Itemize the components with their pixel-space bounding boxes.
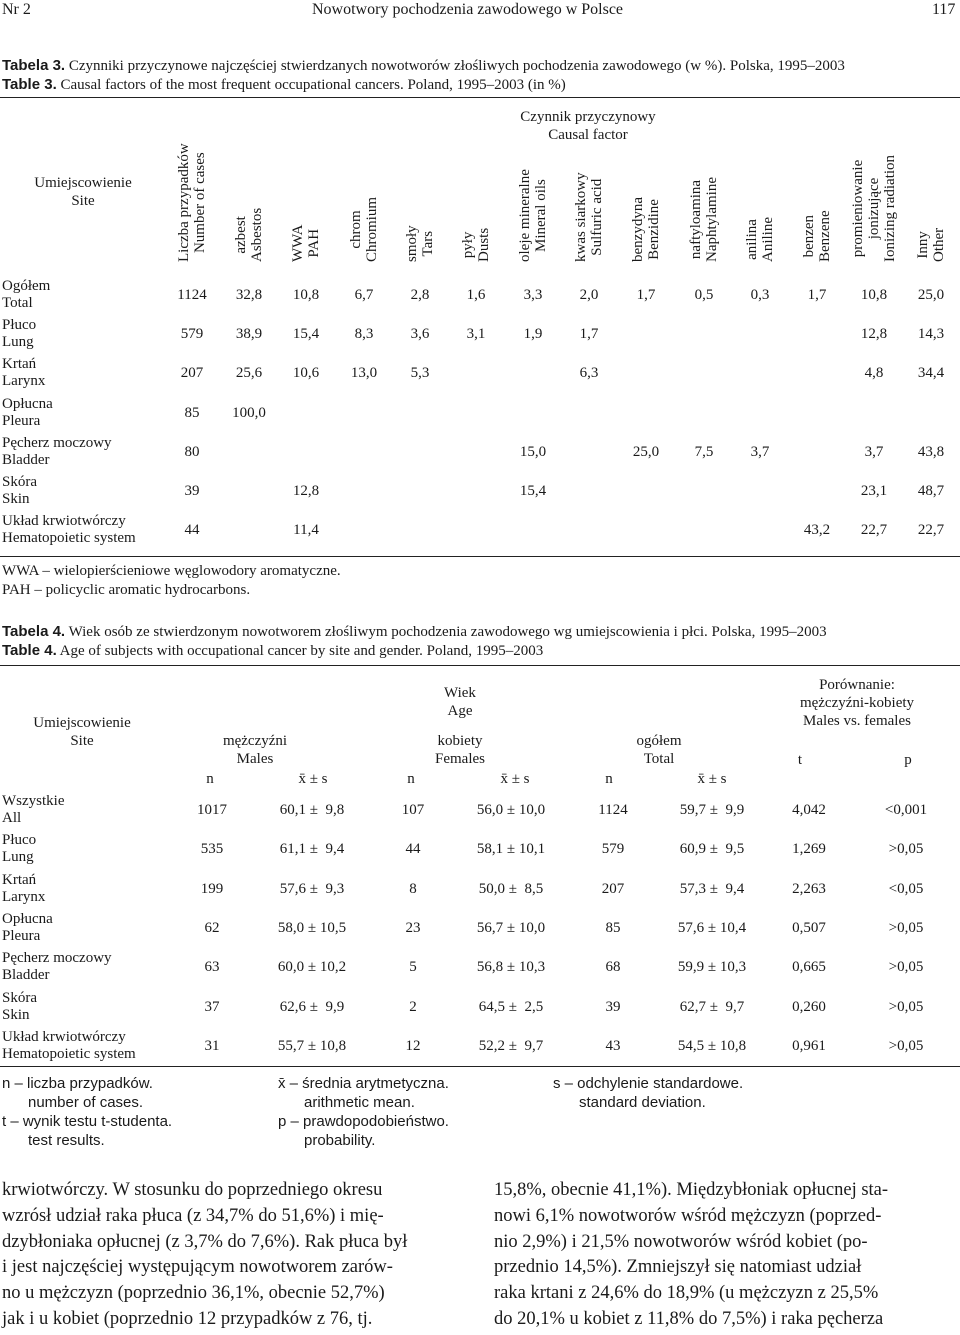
table4-cell: 59,9 ± 10,3 [677,959,747,976]
row-label-en: Skin [2,1006,30,1023]
table3-cell: 5,3 [410,365,430,382]
table3-cell: 3,3 [523,287,543,303]
table3-cell: 48,7 [917,483,945,499]
table4-cell: 0,260 [792,998,826,1015]
table4-cell: 2 [409,998,417,1015]
running-title: Nowotwory pochodzenia zawodowego w Polsce [312,1,624,18]
row-label-pl: Opłucna [2,395,53,412]
header-line: Chromium [364,196,380,262]
table4-row-label [2,911,53,945]
table3-cell: 1,7 [807,287,827,303]
table4-cell: 0,961 [792,1037,826,1054]
table4-row-label [2,872,45,906]
table4-cell: 1,269 [792,841,826,858]
table4-group-females: kobiety Females [435,733,485,767]
table3-cell: 44 [184,522,200,539]
table3-cell: 1,7 [579,326,599,343]
table3-cell: 11,4 [293,522,319,539]
table3-cell: 4,8 [864,365,884,382]
table3-cell: 10,8 [860,287,888,303]
table3-cell: 15,0 [519,443,547,460]
header-line: Inny [915,231,931,259]
table3-cell: 14,3 [917,326,945,343]
table4-row-label [2,990,37,1024]
row-label-pl: Opłucna [2,910,53,927]
table4-row-label [2,1029,136,1063]
table4-cell: 535 [200,841,224,858]
table4-cell: 107 [401,802,425,818]
table4-cell: 1017 [197,802,227,818]
table4-cell: 59,7 ± 9,9 [679,802,745,818]
header-line: Liczba przypadków [176,143,192,262]
table3-factor-header [460,228,492,262]
header-line: Mineral oils [533,179,549,253]
table4-cell: 31 [204,1037,220,1054]
row-label-en: Lung [2,849,34,866]
row-label-en: Lung [2,334,34,351]
row-label-en: Pleura [2,412,41,429]
header-line: Other [931,227,947,262]
row-label-pl: Pęcherz moczowy [2,434,112,451]
header-line: Benzene [817,210,833,262]
table4-cell: 56,8 ± 10,3 [476,959,546,976]
table4-cell: 61,1 ± 9,4 [279,841,345,858]
table4-cell: 60,1 ± 9,8 [279,802,345,818]
table3-bottom-rule [0,556,960,557]
row-label-pl: Krtań [2,871,37,888]
table3-cell: 32,8 [235,287,263,303]
table3-cell: 1,7 [636,287,656,303]
table4-age-header: Wiek Age [444,685,476,719]
table3-causal-factor-header: Czynnik przyczynowy Causal factor [520,109,656,143]
table4-cell: 199 [200,880,224,897]
table3-cell: 100,0 [232,404,266,421]
table3-factor-header [744,217,776,262]
table3-cell: 8,3 [354,326,374,343]
table4-row-label [2,793,64,827]
table4-cell: >0,05 [888,841,924,858]
table4-cell: 5 [409,959,417,976]
table4-subheader: x̄ ± s [298,771,328,787]
header-line: Number of cases [192,152,208,254]
table4-cell: 8 [409,880,417,897]
header-line: Asbestos [249,207,265,262]
table3-cell: 10,8 [292,287,320,303]
table3-cell: 3,7 [750,443,770,460]
header-line: benzydyna [630,197,646,262]
table4-cell: 37 [204,998,220,1015]
table3-cell: 0,3 [750,287,770,303]
table4-cell: 56,0 ± 10,0 [476,802,546,818]
header-line: kwas siarkowy [573,172,589,262]
table4-subheader: n [407,771,415,787]
table4-cell: >0,05 [888,1037,924,1054]
header-line: Naphtylamine [704,177,720,262]
header-line: naftyloamina [688,179,704,260]
body-text-left-column: krwiotwórczy. W stosunku do poprzedniego okresu wzrósł udział raka płuca (z 34,7% do 51,6%) i mię- dzybłoniaka opłucnej (z 3,7% do 7,6%). Rak płuca był i jest najczęściej występującym nowotworem zarów- no u mężczyzn (poprzednio 36,1%, obecnie 52,7%) jak i u kobiet (poprzednio 12 przypadków z 76, tj. [2,1180,408,1329]
page-number: 117 [932,1,956,18]
table3-cell: 34,4 [917,365,945,382]
table3-cell: 1,9 [523,326,543,343]
table4-cell: 85 [605,919,621,936]
table3-factor-header [404,225,436,262]
table4-cell: 43 [605,1037,621,1054]
table3-factor-header [915,228,947,262]
table4-subheader: n [605,771,613,787]
table4-cell: 58,1 ± 10,1 [476,841,546,858]
table4-cell: 23 [405,919,421,936]
table4-t-header: t [797,752,803,768]
row-label-en: Pleura [2,927,41,944]
header-line: Tars [420,230,436,257]
table3-factor-header [630,197,662,262]
table3-cell: 12,8 [292,483,320,499]
table3-cell: 15,4 [519,483,547,499]
row-label-pl: Układ krwiotwórczy [2,513,126,530]
header-line: WWA [290,224,306,262]
table4-group-total: ogółem Total [636,733,682,767]
table3-cell: 10,6 [292,365,320,382]
table3-row-label [2,474,37,508]
table3-caption-en: Table 3. Causal factors of the most frequent occupational cancers. Poland, 1995–2003 (in %) [2,76,566,93]
header-line: oleje mineralne [517,169,533,262]
table4-cell: 207 [601,880,625,897]
table3-top-rule [0,97,960,98]
table3-cell: 6,7 [354,287,374,303]
table3-cell: 80 [184,443,200,460]
table3-note-wwa: WWA – wielopierścieniowe węglowodory aromatyczne. [2,563,341,579]
header-line: anilina [744,219,760,260]
header-line: benzen [801,214,817,258]
table4-cell: >0,05 [888,919,924,936]
table4-group-males: mężczyźni Males [222,733,288,767]
table3-cell: 13,0 [350,365,378,382]
table3-cell: 22,7 [917,522,945,539]
table4-top-rule [0,665,960,666]
table4-cell: 57,6 ± 9,3 [279,880,345,897]
header-line: azbest [233,216,249,254]
header-line: chrom [348,210,364,249]
table3-cell: 12,8 [860,326,888,343]
table4-comparison-header: Porównanie: mężczyźni-kobiety Males vs. females [799,677,915,729]
table4-notes-col2: x̄ – średnia arytmetyczna. arithmetic mean. p – prawdopodobieństwo. probability. [278,1075,449,1149]
row-label-pl: Skóra [2,989,37,1006]
table4-cell: 44 [405,841,421,858]
table4-caption-pl: Tabela 4. Wiek osób ze stwierdzonym nowotworem złośliwym pochodzenia zawodowego wg umiejscowienia i płci. Polska, 1995–2003 [2,623,827,640]
header-line: Sulfuric acid [589,178,605,256]
row-label-en: Total [2,295,33,311]
table4-cell: 39 [605,998,621,1015]
table4-cell: >0,05 [888,959,924,976]
table3-cell: 39 [184,483,200,499]
table4-cell: <0,05 [888,880,924,897]
row-label-pl: Krtań [2,356,37,373]
table3-row-label [2,278,50,312]
table3-factor-header [290,225,322,263]
table4-site-header: Umiejscowienie Site [33,715,131,749]
row-label-en: Skin [2,491,30,507]
table3-cell: 25,0 [917,287,945,303]
header-line: jonizujące [866,177,882,240]
table4-cell: 12 [405,1037,421,1054]
table3-factor-header [801,210,833,262]
table4-cell: 57,6 ± 10,4 [677,919,747,936]
table4-subheader: x̄ ± s [500,771,530,787]
table3-cell: 3,6 [410,326,430,343]
table4-caption-en: Table 4. Age of subjects with occupational cancer by site and gender. Poland, 1995–2003 [2,642,544,659]
table3-cell: 207 [180,365,204,382]
table4-cell: 62,7 ± 9,7 [679,998,745,1015]
row-label-pl: Skóra [2,474,37,490]
table4-cell: 62 [204,919,220,936]
header-line: PAH [306,228,322,258]
table4-p-header: p [904,752,912,768]
table3-row-label [2,356,45,390]
row-label-pl: Ogółem [2,278,51,294]
row-label-en: Larynx [2,888,46,905]
table3-cell: 25,0 [632,443,660,460]
header-line: pyły [460,231,476,259]
row-label-pl: Płuco [2,832,37,849]
table3-cell: 2,8 [410,287,430,303]
table3-cell: 0,5 [694,287,714,303]
table4-cell: 60,0 ± 10,2 [277,959,347,976]
table4-cell: 55,7 ± 10,8 [277,1037,347,1054]
header-line: Aniline [760,217,776,262]
table4-cell: 64,5 ± 2,5 [478,998,544,1015]
table4-subheader: n [206,771,214,787]
row-label-en: Hematopoietic system [2,1045,136,1062]
table3-caption-pl: Tabela 3. Czynniki przyczynowe najczęściej stwierdzanych nowotworów złośliwych pochodzenia zawodowego (w %). Polska, 1995–2003 [2,57,845,74]
header-line: smoły [404,225,420,262]
table3-row-label [2,396,53,430]
row-label-en: All [2,810,22,826]
table4-cell: 58,0 ± 10,5 [277,919,347,936]
table3-row-label [2,513,136,547]
row-label-en: Hematopoietic system [2,530,136,547]
table4-cell: 62,6 ± 9,9 [279,998,345,1015]
table4-cell: 1124 [598,802,628,818]
row-label-en: Bladder [2,451,50,468]
table3-factor-header [573,172,605,262]
table3-cell: 3,7 [864,443,884,460]
row-label-en: Bladder [2,967,50,984]
table4-bottom-rule [0,1066,960,1067]
table4-cell: 2,263 [792,880,826,897]
table4-cell: 0,507 [792,919,826,936]
table3-note-pah: PAH – policyclic aromatic hydrocarbons. [2,582,251,598]
header-line: Dusts [476,227,492,262]
table4-notes-col3: s – odchylenie standardowe. standard deviation. [553,1075,744,1111]
row-label-pl: Pęcherz moczowy [2,950,112,967]
table3-site-header: Umiejscowienie Site [34,175,132,209]
table4-row-label [2,950,112,984]
row-label-pl: Układ krwiotwórczy [2,1028,126,1045]
table4-cell: <0,001 [884,802,928,818]
table3-cases-header [176,143,208,262]
table3-cell: 43,8 [917,443,945,460]
table4-cell: 60,9 ± 9,5 [679,841,745,858]
row-label-pl: Płuco [2,317,37,334]
table3-factor-header [348,197,380,262]
table3-cell: 38,9 [235,326,263,343]
table4-cell: 0,665 [792,959,826,976]
body-text-right-column: 15,8%, obecnie 41,1%). Międzybłoniak opłucnej sta- nowi 6,1% nowotworów wśród mężczyzn (poprzed- nio 2,9%) i 21,5% nowotworów wśród kobiet (po- przednio 14,5%). Zmniejszył się natomiast udział raka krtani z 24,6% do 18,9% (u mężczyzn z 25,5% do 20,1% u kobiet z 11,8% do 7,5%) i raka pęcherza [494,1180,889,1329]
table4-cell: 4,042 [792,802,826,818]
table3-factor-header [517,169,549,262]
row-label-pl: Wszystkie [2,793,65,809]
table3-factor-header [688,177,720,262]
table3-cell: 6,3 [579,365,599,382]
table3-cell: 22,7 [860,522,888,539]
header-line: Benzidine [646,199,662,260]
table4-cell: 52,2 ± 9,7 [478,1037,544,1054]
table3-cell: 23,1 [860,483,888,499]
header-line: Ionizing radiation [882,154,898,262]
table4-cell: 63 [204,959,220,976]
table4-cell: 579 [601,841,625,858]
header-line: promieniowanie [850,159,866,258]
table3-cell: 579 [180,326,204,343]
table3-factor-header [233,208,265,262]
row-label-en: Larynx [2,373,46,390]
table4-subheader: x̄ ± s [697,771,727,787]
table4-row-label [2,832,36,866]
table4-cell: 68 [605,959,621,976]
table3-cell: 7,5 [694,443,714,460]
table4-cell: 50,0 ± 8,5 [478,880,544,897]
table3-cell: 3,1 [466,326,486,343]
table4-cell: 56,7 ± 10,0 [476,919,546,936]
table3-cell: 25,6 [235,365,263,382]
table3-row-label [2,435,112,469]
table4-cell: 54,5 ± 10,8 [677,1037,747,1054]
table3-cell: 1,6 [466,287,486,303]
page-section-label: Nr 2 [2,1,31,18]
table3-cell: 2,0 [579,287,599,303]
table3-cell: 15,4 [292,326,320,343]
table4-cell: >0,05 [888,998,924,1015]
table3-cell: 43,2 [803,522,831,539]
table3-cell: 1124 [177,287,207,303]
table4-notes-col1: n – liczba przypadków. number of cases. t – wynik testu t-studenta. test results. [2,1075,173,1149]
table4-cell: 57,3 ± 9,4 [679,880,745,897]
table3-cell: 85 [184,404,200,421]
table3-row-label [2,317,36,351]
table3-factor-header [850,155,898,262]
